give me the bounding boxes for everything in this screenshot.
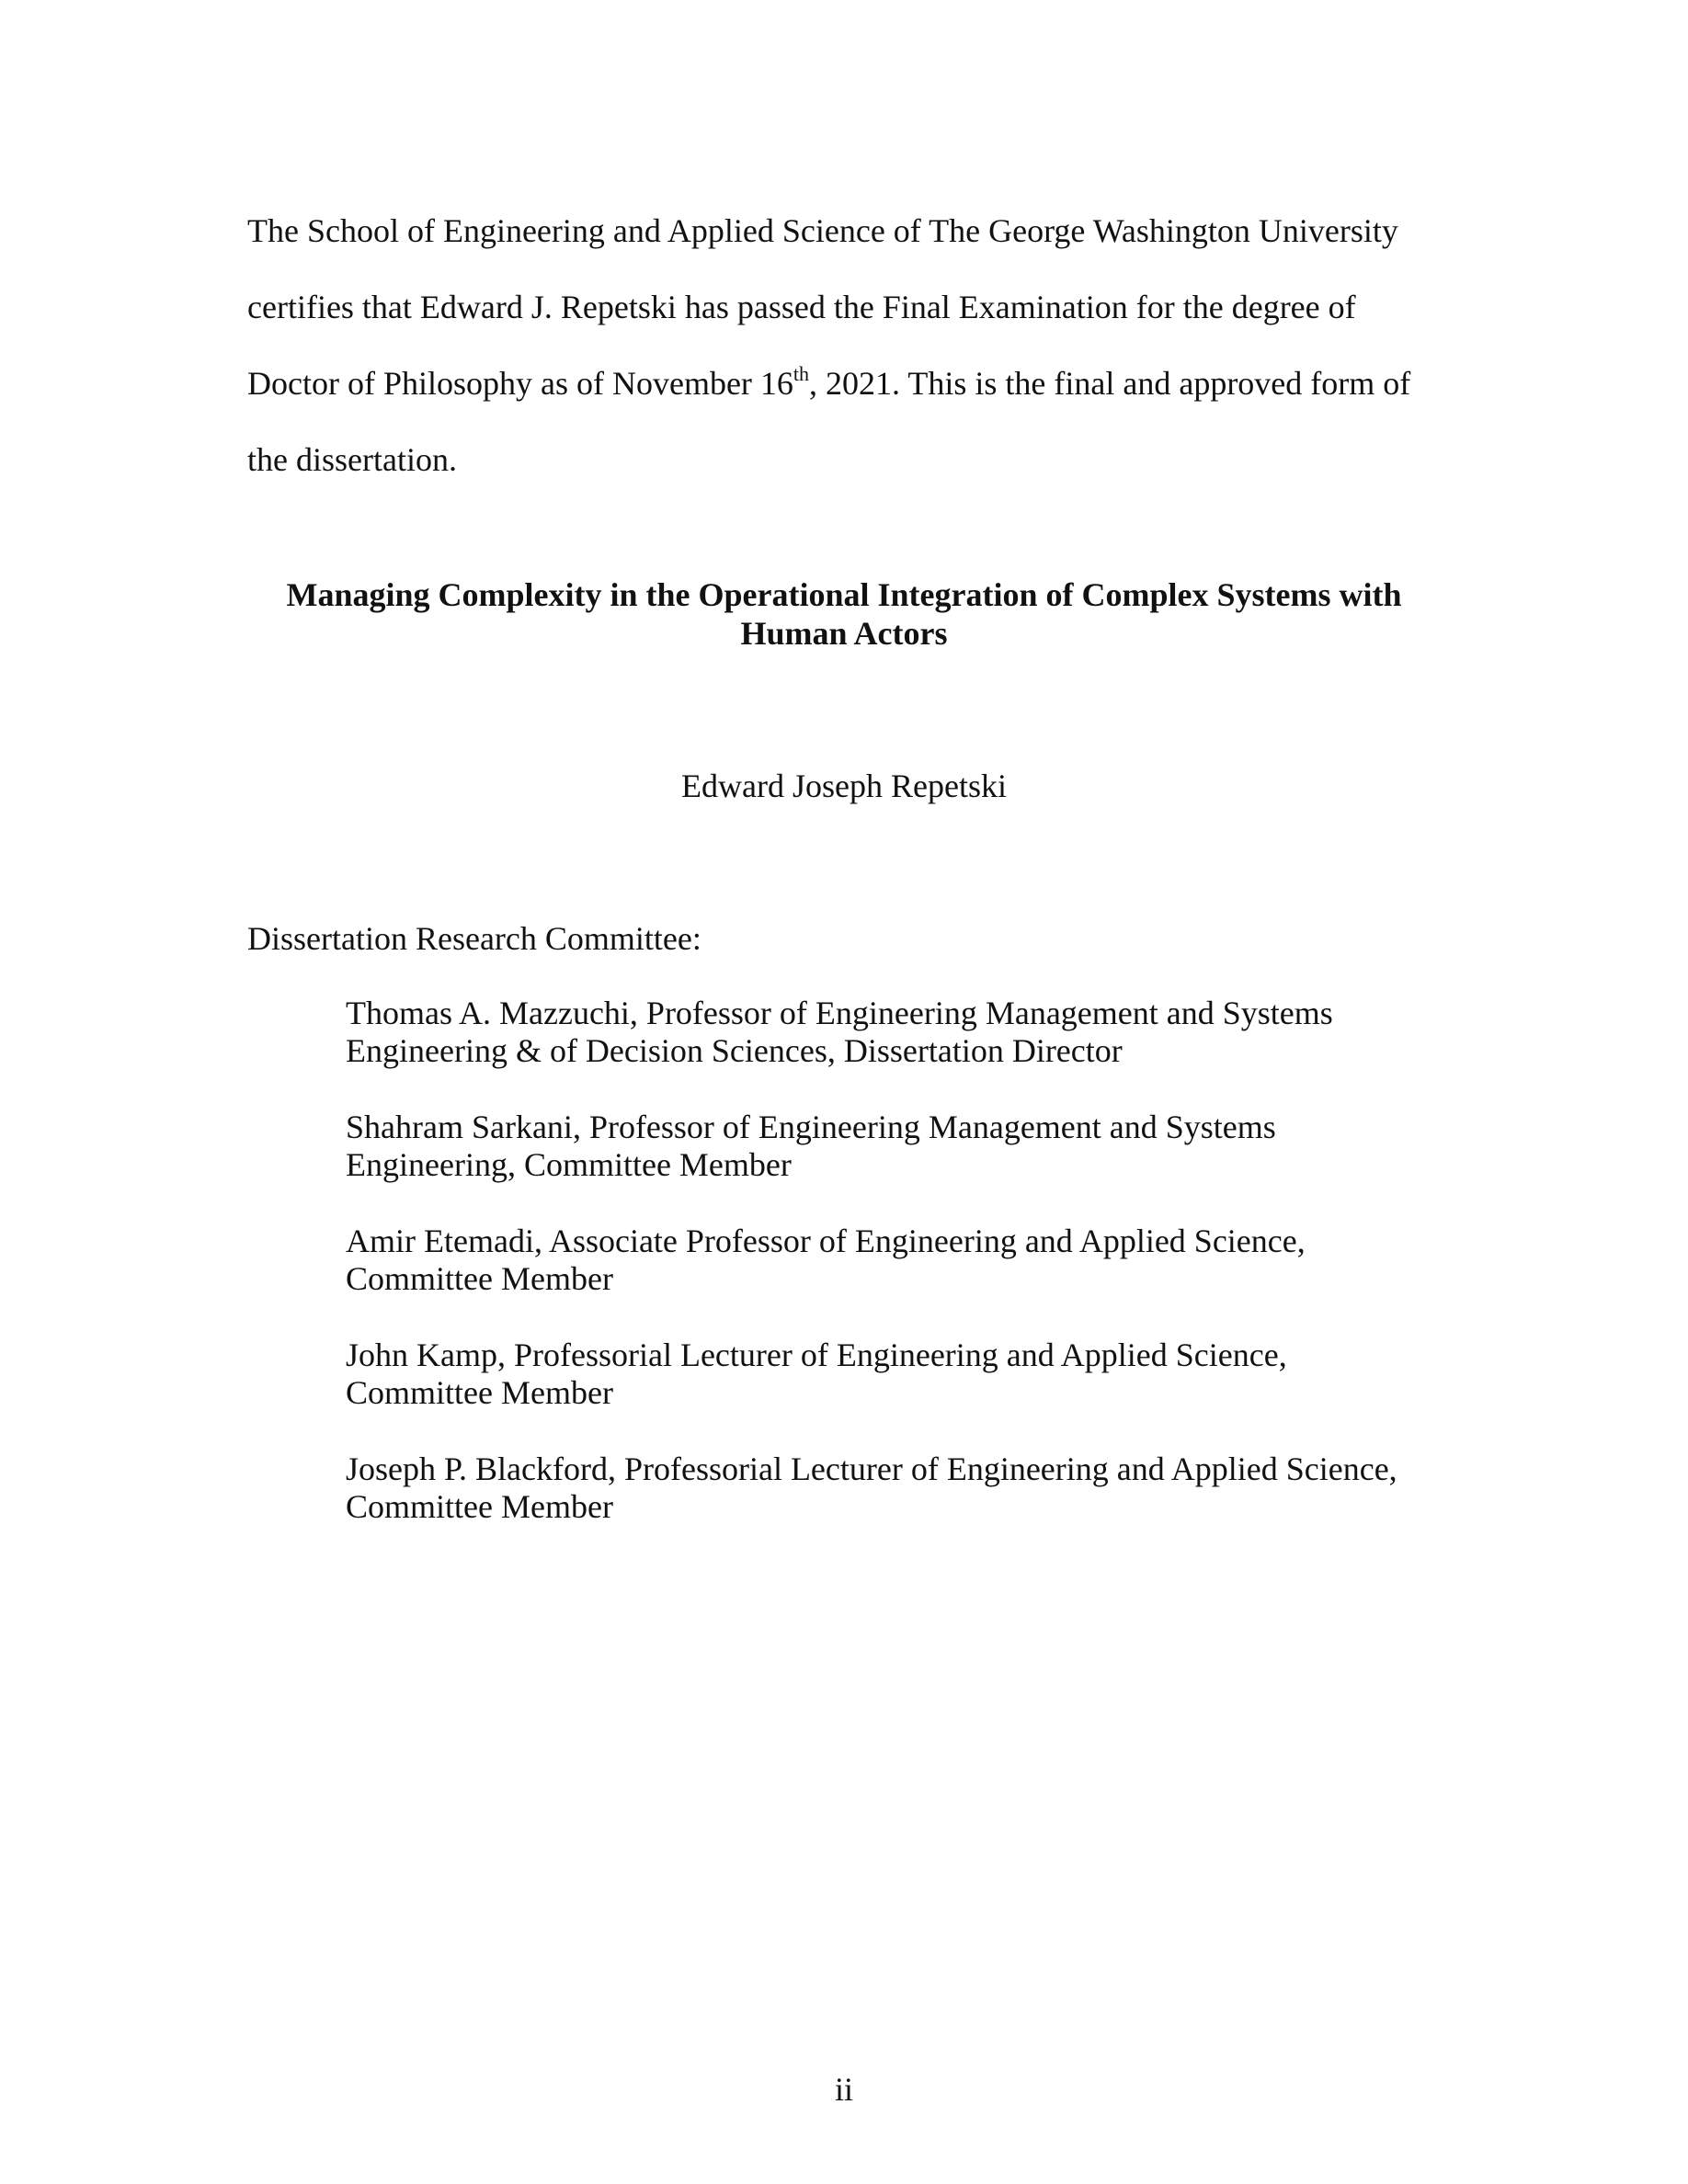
committee-member: [346, 1223, 1477, 1298]
member-line-1: Amir Etemadi, Associate Professor of Engineering and Applied Science,: [346, 1223, 1306, 1259]
title-line-1: Managing Complexity in the Operational Integration of Complex Systems with: [286, 576, 1402, 613]
member-line-2: Committee Member: [346, 1374, 613, 1411]
member-line-2: Committee Member: [346, 1260, 613, 1297]
certification-paragraph: [247, 193, 1452, 498]
member-line-1: Joseph P. Blackford, Professorial Lecturer of Engineering and Applied Science,: [346, 1450, 1397, 1487]
page-number: ii: [834, 2071, 853, 2108]
committee-member: [346, 1450, 1477, 1526]
member-line-2: Committee Member: [346, 1488, 613, 1525]
certification-line-4: the dissertation.: [247, 441, 457, 478]
member-line-1: Shahram Sarkani, Professor of Engineering Management and Systems: [346, 1109, 1276, 1145]
certification-line-2: certifies that Edward J. Repetski has passed the Final Examination for the degree of: [247, 289, 1356, 325]
committee-member: [346, 1109, 1477, 1184]
committee-member: [346, 1337, 1477, 1412]
member-line-1: John Kamp, Professorial Lecturer of Engineering and Applied Science,: [346, 1337, 1287, 1373]
member-line-1: Thomas A. Mazzuchi, Professor of Engineering Management and Systems: [346, 995, 1333, 1031]
certification-line-3-end: , 2021. This is the final and approved form of: [809, 365, 1411, 402]
committee-member-list: [346, 995, 1477, 1564]
certification-line-3-start: Doctor of Philosophy as of November 16: [247, 365, 793, 402]
member-line-2: Engineering & of Decision Sciences, Dissertation Director: [346, 1032, 1123, 1069]
committee-heading: Dissertation Research Committee:: [247, 920, 701, 957]
certification-line-1: The School of Engineering and Applied Science of The George Washington University: [247, 212, 1398, 249]
ordinal-suffix: th: [793, 362, 810, 385]
committee-member: [346, 995, 1477, 1070]
dissertation-title: [247, 575, 1441, 653]
author-name: Edward Joseph Repetski: [681, 768, 1007, 804]
member-line-2: Engineering, Committee Member: [346, 1146, 792, 1183]
title-line-2: Human Actors: [740, 615, 948, 652]
